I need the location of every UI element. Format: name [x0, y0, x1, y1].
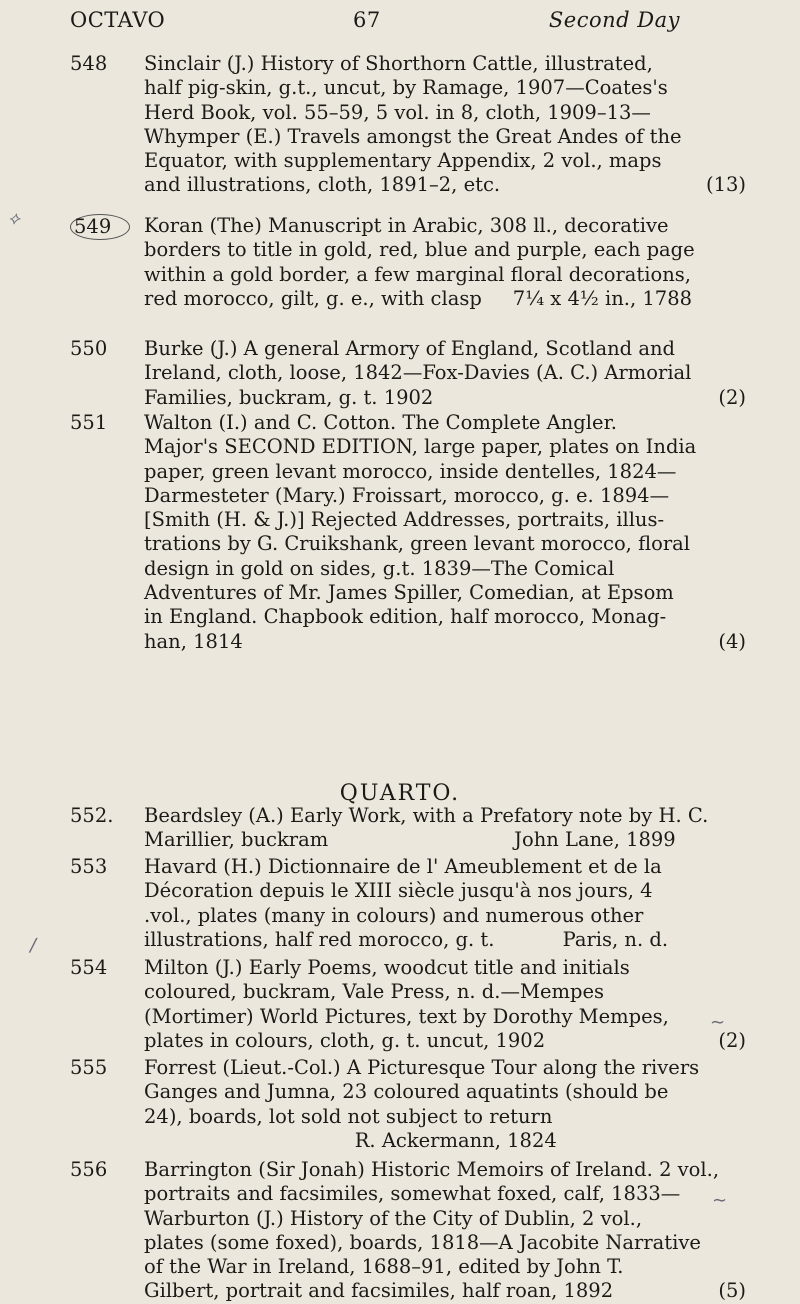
page-header: [70, 8, 680, 34]
description-line: plates in colours, cloth, g. t. uncut, 1902: [144, 1028, 546, 1052]
section-heading: QUARTO.: [339, 781, 461, 806]
description-line: of the War in Ireland, 1688–91, edited by John T.: [144, 1255, 624, 1279]
description-line: han, 1814: [144, 629, 243, 653]
description-line: Major's SECOND EDITION, large paper, plates on India: [144, 435, 697, 459]
description-line: within a gold border, a few marginal floral decorations,: [144, 262, 692, 286]
last-line-wrap: [144, 1029, 746, 1053]
last-line-wrap: [144, 386, 746, 410]
lot-price: (2): [718, 1028, 746, 1052]
description-line: Koran (The) Manuscript in Arabic, 308 ll., decorative: [144, 214, 669, 237]
description-line: Ireland, cloth, loose, 1842—Fox-Davies (A. C.) Armorial: [144, 361, 692, 385]
description-line: Décoration depuis le XIII siècle jusqu'à nos jours, 4: [144, 879, 653, 903]
lot-price: (13): [705, 173, 746, 197]
lot-description: [144, 1056, 746, 1153]
description-line: R. Ackermann, 1824: [144, 1128, 557, 1152]
lot-number: 554: [70, 956, 108, 979]
description-line: Herd Book, vol. 55–59, 5 vol. in 8, cloth, 1909–13—: [144, 100, 651, 124]
description-line: Forrest (Lieut.-Col.) A Picturesque Tour along the rivers: [144, 1056, 700, 1079]
description-line: .vol., plates (many in colours) and numerous other: [144, 903, 644, 927]
description-line: Adventures of Mr. James Spiller, Comedian, at Epsom: [144, 581, 674, 605]
description-line: illustrations, half red morocco, g. t. Paris, n. d.: [144, 927, 669, 951]
description-line: design in gold on sides, g.t. 1839—The Comical: [144, 556, 615, 580]
lot-description: [144, 855, 746, 952]
description-line: Walton (I.) and C. Cotton. The Complete Angler.: [144, 411, 617, 434]
lot-description: [144, 52, 746, 198]
margin-mark-549: ⟡: [8, 208, 20, 229]
lot-description: [144, 804, 746, 853]
description-line: Sinclair (J.) History of Shorthorn Cattle, illustrated,: [144, 52, 653, 75]
margin-mark-553: ∕: [30, 935, 37, 956]
description-line: Burke (J.) A general Armory of England, Scotland and: [144, 337, 675, 360]
last-line-wrap: [144, 630, 746, 654]
description-line: half pig-skin, g.t., uncut, by Ramage, 1907—Coates's: [144, 76, 668, 100]
description-line: paper, green levant morocco, inside dentelles, 1824—: [144, 459, 677, 483]
lot-number: 556: [70, 1158, 108, 1181]
description-line: Whymper (E.) Travels amongst the Great Andes of the: [144, 124, 682, 148]
margin-mark-554: ∼: [710, 1012, 726, 1033]
description-line: Darmesteter (Mary.) Froissart, morocco, g. e. 1894—: [144, 483, 670, 507]
description-line: and illustrations, cloth, 1891–2, etc.: [144, 173, 501, 197]
lot-number: 552.: [70, 804, 114, 827]
description-line: Equator, with supplementary Appendix, 2 vol., maps: [144, 149, 662, 173]
description-line: red morocco, gilt, g. e., with clasp 7¼ x 4½ in., 1788: [144, 286, 693, 310]
page-number: 67: [353, 8, 381, 32]
margin-mark-556: ∼: [712, 1190, 728, 1211]
description-line: Milton (J.) Early Poems, woodcut title and initials: [144, 956, 630, 979]
lot-number: 549: [70, 214, 130, 240]
lot-price: (4): [718, 629, 746, 653]
lot-description: [144, 411, 746, 654]
lot-price: (5): [718, 1279, 746, 1303]
lot-number: 548: [70, 52, 108, 75]
description-line: borders to title in gold, red, blue and purple, each page: [144, 238, 695, 262]
description-line: Gilbert, portrait and facsimiles, half roan, 1892: [144, 1279, 614, 1303]
description-line: Ganges and Jumna, 23 coloured aquatints (should be: [144, 1080, 669, 1104]
description-line: 24), boards, lot sold not subject to return: [144, 1104, 553, 1128]
last-line-wrap: [144, 173, 746, 197]
description-line: portraits and facsimiles, somewhat foxed, calf, 1833—: [144, 1182, 681, 1206]
lot-description: [144, 214, 746, 311]
description-line: Warburton (J.) History of the City of Dublin, 2 vol.,: [144, 1206, 643, 1230]
description-line: Families, buckram, g. t. 1902: [144, 385, 434, 409]
description-line: trations by G. Cruikshank, green levant morocco, floral: [144, 532, 691, 556]
header-day: Second Day: [548, 8, 680, 32]
description-line: (Mortimer) World Pictures, text by Dorothy Mempes,: [144, 1004, 669, 1028]
lot-number: 555: [70, 1056, 108, 1079]
description-line: Beardsley (A.) Early Work, with a Prefatory note by H. C.: [144, 804, 709, 827]
description-line: [Smith (H. & J.)] Rejected Addresses, portraits, illus-: [144, 508, 665, 532]
lot-number: 553: [70, 855, 108, 878]
lot-number: 550: [70, 337, 108, 360]
lot-description: [144, 956, 746, 1053]
lot-description: [144, 1158, 746, 1304]
description-line: coloured, buckram, Vale Press, n. d.—Mempes: [144, 980, 605, 1004]
description-line: in England. Chapbook edition, half morocco, Monag-: [144, 605, 667, 629]
lot-price: (2): [718, 385, 746, 409]
lot-number: 551: [70, 411, 108, 434]
description-line: Havard (H.) Dictionnaire de l' Ameublement et de la: [144, 855, 662, 878]
lot-description: [144, 337, 746, 410]
description-line: Marillier, buckram John Lane, 1899: [144, 828, 676, 852]
header-format: OCTAVO: [70, 8, 166, 32]
last-line-wrap: [144, 1279, 746, 1303]
description-line: plates (some foxed), boards, 1818—A Jacobite Narrative: [144, 1230, 701, 1254]
description-line: Barrington (Sir Jonah) Historic Memoirs of Ireland. 2 vol.,: [144, 1158, 720, 1181]
